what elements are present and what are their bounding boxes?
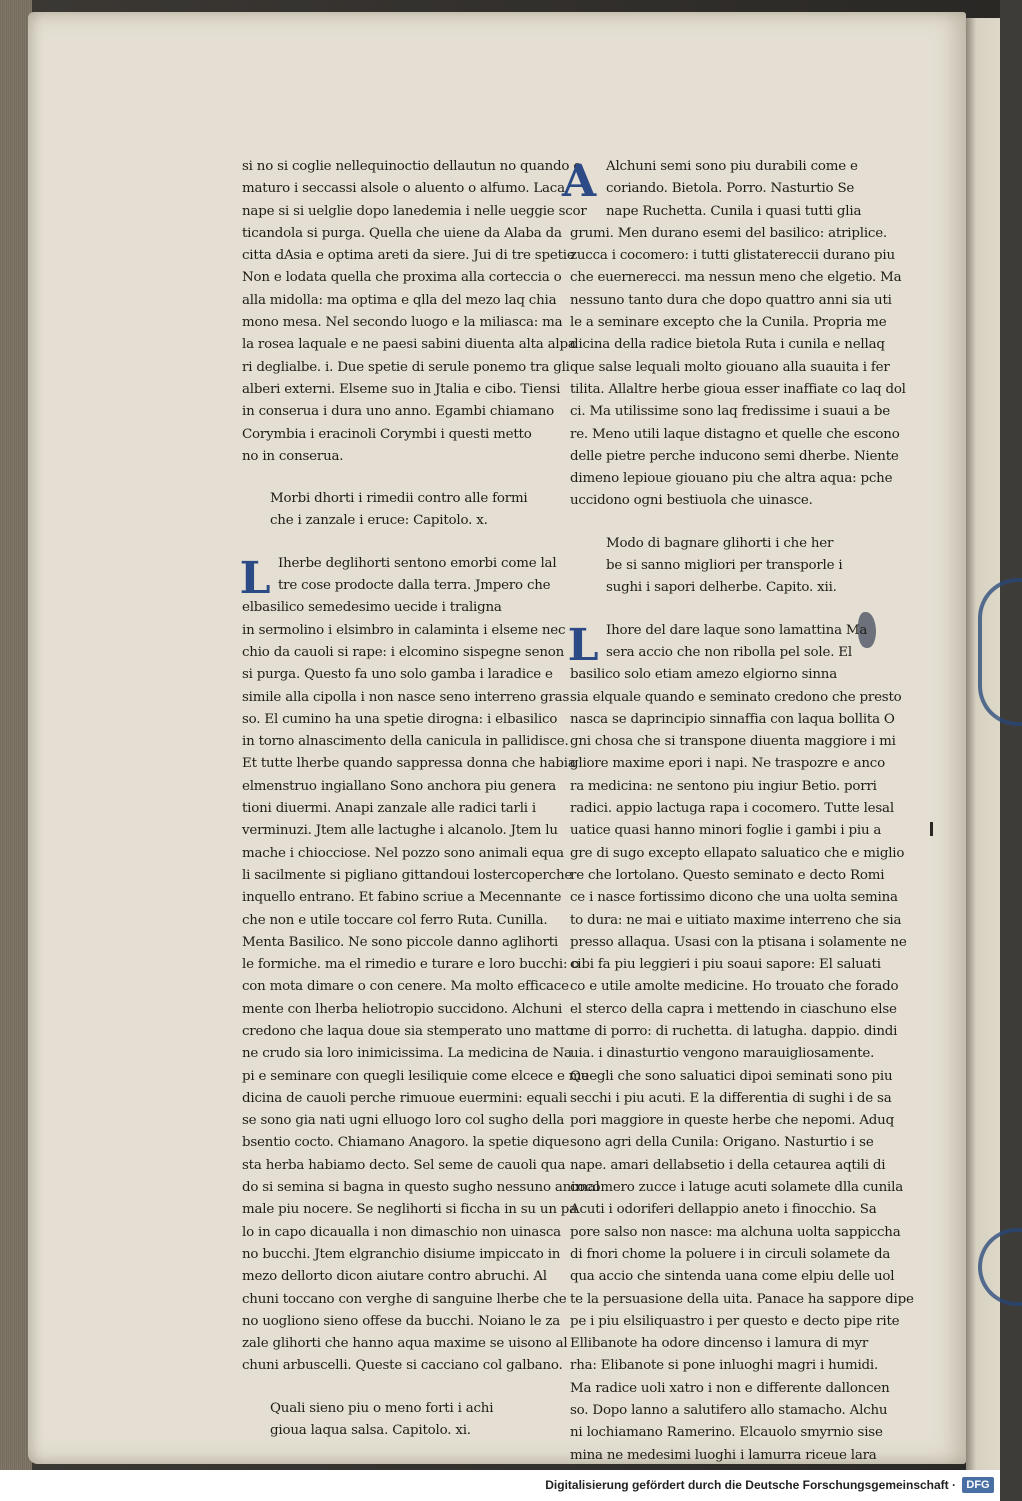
text-line: si purga. Questo fa uno solo gamba i laradice e — [242, 667, 553, 683]
text-line: secchi i piu acuti. E la differentia di sughi i de sa — [570, 1090, 892, 1106]
text-line: Acuti i odoriferi dellappio aneto i finocchio. Sa — [570, 1202, 877, 1218]
text-line: nessuno tanto dura che dopo quattro anni sia uti — [570, 292, 892, 308]
text-line: gre di sugo excepto ellapato saluatico che e miglio — [570, 845, 905, 861]
footer-bar — [0, 1470, 1000, 1501]
text-line: Et tutte lherbe quando sappressa donna che habia — [242, 756, 576, 772]
text-line: qua accio che sintenda uana come elpiu delle uol — [570, 1269, 895, 1285]
adjacent-page-edge — [966, 18, 1000, 1470]
text-line: sera accio che non ribolla pel sole. El — [606, 644, 852, 660]
text-line: zale glihorti che hanno aqua maxime se uisono al — [242, 1336, 568, 1352]
margin-mark — [930, 822, 933, 836]
text-line: Ma radice uoli xatro i non e differente dalloncen — [570, 1380, 890, 1396]
text-line: mono mesa. Nel secondo luogo e la miliasca: ma — [242, 315, 563, 331]
text-line: Alchuni semi sono piu durabili come e — [606, 159, 858, 174]
text-line: di fnori chome la poluere i in circuli solamete da — [570, 1246, 891, 1262]
text-line: so. El cumino ha una spetie dirogna: i elbasilico — [242, 711, 558, 727]
text-line: con mota dimare o con cenere. Ma molto efficace — [242, 979, 569, 995]
text-line: sughi i sapori delherbe. Capito. xii. — [606, 580, 837, 596]
text-line: basilico solo etiam amezo elgiorno sinna — [570, 667, 837, 683]
left-paragraph-2-block — [239, 552, 600, 1378]
text-line: uccidono ogni bestiuola che uinasce. — [570, 493, 813, 509]
text-line: inquello entrano. Et fabino scriue a Mecennante — [242, 890, 562, 906]
text-line: nasca se daprincipio sinnaffia con laqua bollita O — [570, 711, 895, 727]
text-line: radici. appio lactuga rapa i cocomero. Tutte lesal — [570, 801, 894, 817]
text-line: che non e utile toccare col ferro Ruta. Cunilla. — [242, 912, 548, 928]
text-line: Iherbe deglihorti sentono emorbi come lal — [278, 555, 557, 571]
text-line: Ihore del dare laque sono lamattina Ma — [606, 622, 868, 638]
text-line: male piu nocere. Se neglihorti si ficcha in su un pa — [242, 1202, 577, 1218]
text-line: uia. i dinasturtio vengono marauigliosamente. — [570, 1046, 875, 1062]
text-line: cocomero zucce i latuge acuti solamete dlla cunila — [570, 1180, 903, 1196]
text-line: el sterco della capra i mettendo in ciaschuno else — [570, 1001, 897, 1017]
right-paragraph-1 — [570, 156, 906, 513]
text-line: pori maggiore in queste herbe che nepomi. Aduq — [570, 1113, 894, 1129]
text-line: grumi. Men durano esemi del basilico: atriplice. — [570, 225, 887, 241]
text-line: Morbi dhorti i rimedii contro alle formi — [270, 491, 528, 507]
text-line: ticandola si purga. Quella che uiene da Alaba da — [242, 225, 562, 241]
text-line: Modo di bagnare glihorti i che her — [606, 535, 834, 551]
text-line: tilita. Allaltre herbe gioua esser inaffiate co laq dol — [570, 381, 906, 397]
right-paragraph-1-block — [562, 156, 906, 513]
funding-notice: Digitalisierung gefördert durch die Deutsche Forschungsgemeinschaft · — [545, 1478, 956, 1492]
text-line: si no si coglie nellequinoctio dellautun no quando e — [242, 159, 582, 174]
chapter-heading-x — [242, 488, 544, 533]
text-line: simile alla cipolla i non nasce seno interreno gras — [242, 689, 570, 705]
adjacent-initial-fragment — [978, 578, 1022, 726]
text-line: to dura: ne mai e uitiato maxime interreno che sia — [570, 912, 902, 928]
text-line: Menta Basilico. Ne sono piccole danno aglihorti — [242, 934, 559, 950]
text-line: me di porro: di ruchetta. di latugha. dappio. dindi — [570, 1023, 898, 1039]
text-line: mina ne medesimi luoghi i lamurra riceue lara — [570, 1447, 877, 1463]
initial-letter-a: A — [562, 156, 596, 207]
text-line: chuni toccano con verghe di sanguine lherbe che — [242, 1291, 567, 1307]
text-line: Quegli che sono saluatici dipoi seminati sono piu — [570, 1068, 893, 1084]
initial-letter-l-2: L — [567, 619, 599, 671]
chapter-heading-xii — [570, 533, 868, 600]
text-line: mente con lherba heliotropio succidono. Alchuni — [242, 1001, 563, 1017]
text-line: so. Dopo lanno a salutifero allo stamacho. Alchu — [570, 1403, 888, 1419]
initial-letter-l: L — [239, 552, 271, 604]
left-column — [239, 156, 600, 1442]
text-line: gliore maxime epori i napi. Ne traspozre e anco — [570, 756, 885, 772]
text-line: Ellibanote ha odore dincenso i lamura di myr — [570, 1336, 869, 1352]
text-line: elbasilico semedesimo uecide i traligna — [242, 600, 502, 616]
text-line: in conserua i dura uno anno. Egambi chiamano — [242, 404, 555, 420]
dfg-logo: DFG — [962, 1477, 994, 1493]
right-paragraph-2-block — [567, 619, 914, 1467]
text-line: co e utile amolte medicine. Ho trouato che forado — [570, 979, 899, 995]
text-line: dicina de cauoli perche rimuoue euermini: equali — [242, 1090, 567, 1106]
text-line: sta herba habiamo decto. Sel seme de cauoli qua — [242, 1157, 566, 1173]
text-line: no uogliono sieno offese da bucchi. Noiano le za — [242, 1313, 561, 1329]
text-line: citta dAsia e optima areti da siere. Jui di tre spetie — [242, 248, 575, 264]
text-line: chio da cauoli si rape: i elcomino sispegne senon — [242, 644, 565, 660]
right-paragraph-2 — [570, 620, 914, 1467]
text-line: le a seminare excepto che la Cunila. Propria me — [570, 315, 887, 331]
text-line: ne crudo sia loro inimicissima. La medicina de Na — [242, 1046, 572, 1062]
text-line: dicina della radice bietola Ruta i cunila e nellaq — [570, 337, 885, 353]
text-line: dimeno lepioue giouano piu che altra aqua: pche — [570, 471, 893, 487]
text-line: la rosea laquale e ne paesi sabini diuenta alta alpa — [242, 337, 576, 353]
left-paragraph-2 — [242, 553, 600, 1378]
text-line: be si sanno migliori per transporle i — [606, 558, 843, 574]
text-line: chuni arbuscelli. Queste si cacciano col galbano. — [242, 1358, 563, 1374]
text-line: alla midolla: ma optima e qlla del mezo laq chia — [242, 292, 557, 308]
text-line: sono agri della Cunila: Origano. Nasturtio i se — [570, 1135, 874, 1151]
text-line: ra medicina: ne sentono piu ingiur Betio. porri — [570, 778, 877, 794]
text-line: zucca i cocomero: i tutti glistatereccii durano piu — [570, 248, 895, 264]
text-line: che i zanzale i eruce: Capitolo. x. — [270, 513, 488, 529]
text-line: Quali sieno piu o meno forti i achi — [270, 1400, 494, 1416]
text-line: cibi fa piu leggieri i piu soaui sapore: El saluati — [570, 957, 881, 973]
text-line: pi e seminare con quegli lesiliquie come elcece e me — [242, 1068, 589, 1084]
text-line: in torno alnascimento della canicula in pallidisce. — [242, 734, 569, 750]
text-line: presso allaqua. Usasi con la ptisana i solamente ne — [570, 934, 907, 950]
text-line: ni lochiamano Ramerino. Elcauolo smyrnio sise — [570, 1425, 883, 1441]
text-line: Corymbia i eracinoli Corymbi i questi metto — [242, 426, 532, 442]
text-line: uatice quasi hanno minori foglie i gambi i piu a — [570, 823, 882, 839]
text-line: ri deglialbe. i. Due spetie di serule ponemo tra gli — [242, 359, 570, 375]
text-line: ce i nasce fortissimo dicono che una uolta semina — [570, 890, 898, 906]
text-line: credono che laqua doue sia stemperato uno matto — [242, 1023, 574, 1039]
text-line: delle pietre perche inducono semi dherbe. Niente — [570, 448, 899, 464]
text-line: se sono gia nati ugni elluogo loro col sugho della — [242, 1113, 565, 1129]
text-line: que salse lequali molto giouano alla suauita i fer — [570, 359, 890, 375]
text-line: che euernerecci. ma nessun meno che elgetio. Ma — [570, 270, 902, 286]
text-line: bsentio cocto. Chiamano Anagoro. la spetie dique — [242, 1135, 570, 1151]
text-line: nape. amari dellabsetio i della cetaurea aqtili di — [570, 1157, 886, 1173]
text-line: elmenstruo ingiallano Sono anchora piu genera — [242, 778, 557, 794]
text-line: ci. Ma utilissime sono laq fredissime i suaui a be — [570, 404, 890, 420]
text-line: li sacilmente si pigliano gittandoui lostercoperche — [242, 867, 573, 883]
text-line: mezo dellorto dicon aiutare contro abruchi. Al — [242, 1269, 547, 1285]
chapter-heading-xi — [242, 1398, 544, 1443]
text-line: in sermolino i elsimbro in calaminta i elseme nec — [242, 622, 566, 638]
text-line: rha: Elibanote si pone inluoghi magri i humidi. — [570, 1358, 879, 1374]
text-line: pe i piu elsiliquastro i per questo e decto pipe rite — [570, 1313, 900, 1329]
text-line: tioni diuermi. Anapi zanzale alle radici tarli i — [242, 801, 537, 817]
text-line: mache i chiocciose. Nel pozzo sono animali equa — [242, 845, 564, 861]
text-line: sia elquale quando e seminato credono che presto — [570, 689, 902, 705]
text-line: gni chosa che si transpone diuenta maggiore i mi — [570, 734, 896, 750]
text-line: tre cose prodocte dalla terra. Jmpero che — [278, 578, 551, 594]
text-line: coriando. Bietola. Porro. Nasturtio Se — [606, 181, 855, 197]
text-line: Non e lodata quella che proxima alla corteccia o — [242, 270, 562, 286]
text-line: nape si si uelglie dopo lanedemia i nelle ueggie scor — [242, 203, 587, 219]
text-line: nape Ruchetta. Cunila i quasi tutti glia — [606, 203, 862, 219]
left-paragraph-1 — [242, 156, 587, 468]
text-line: gioua laqua salsa. Capitolo. xi. — [270, 1423, 471, 1439]
text-line: alberi externi. Elseme suo in Jtalia e cibo. Tiensi — [242, 381, 561, 397]
text-line: no in conserua. — [242, 448, 344, 464]
text-line: re che lortolano. Questo seminato e decto Romi — [570, 867, 885, 883]
text-line: pore salso non nasce: ma alchuna uolta sappiccha — [570, 1224, 901, 1240]
text-line: verminuzi. Jtem alle lactughe i alcanolo. Jtem lu — [242, 823, 558, 839]
text-line: le formiche. ma el rimedio e turare e loro bucchi: o — [242, 957, 580, 973]
text-line: lo in capo dicaualla i non dimaschio non uinasca — [242, 1224, 561, 1240]
text-line: te la persuasione della uita. Panace ha sappore dipe — [570, 1291, 914, 1307]
right-column — [562, 156, 914, 1467]
adjacent-initial-fragment-2 — [978, 1228, 1022, 1306]
text-line: do si semina si bagna in questo sugho nessuno animal — [242, 1180, 600, 1196]
text-line: no bucchi. Jtem elgranchio disiume impiccato in — [242, 1246, 561, 1262]
text-line: maturo i seccassi alsole o aluento o alfumo. Laca — [242, 181, 565, 197]
text-line: re. Meno utili laque distagno et quelle che escono — [570, 426, 900, 442]
